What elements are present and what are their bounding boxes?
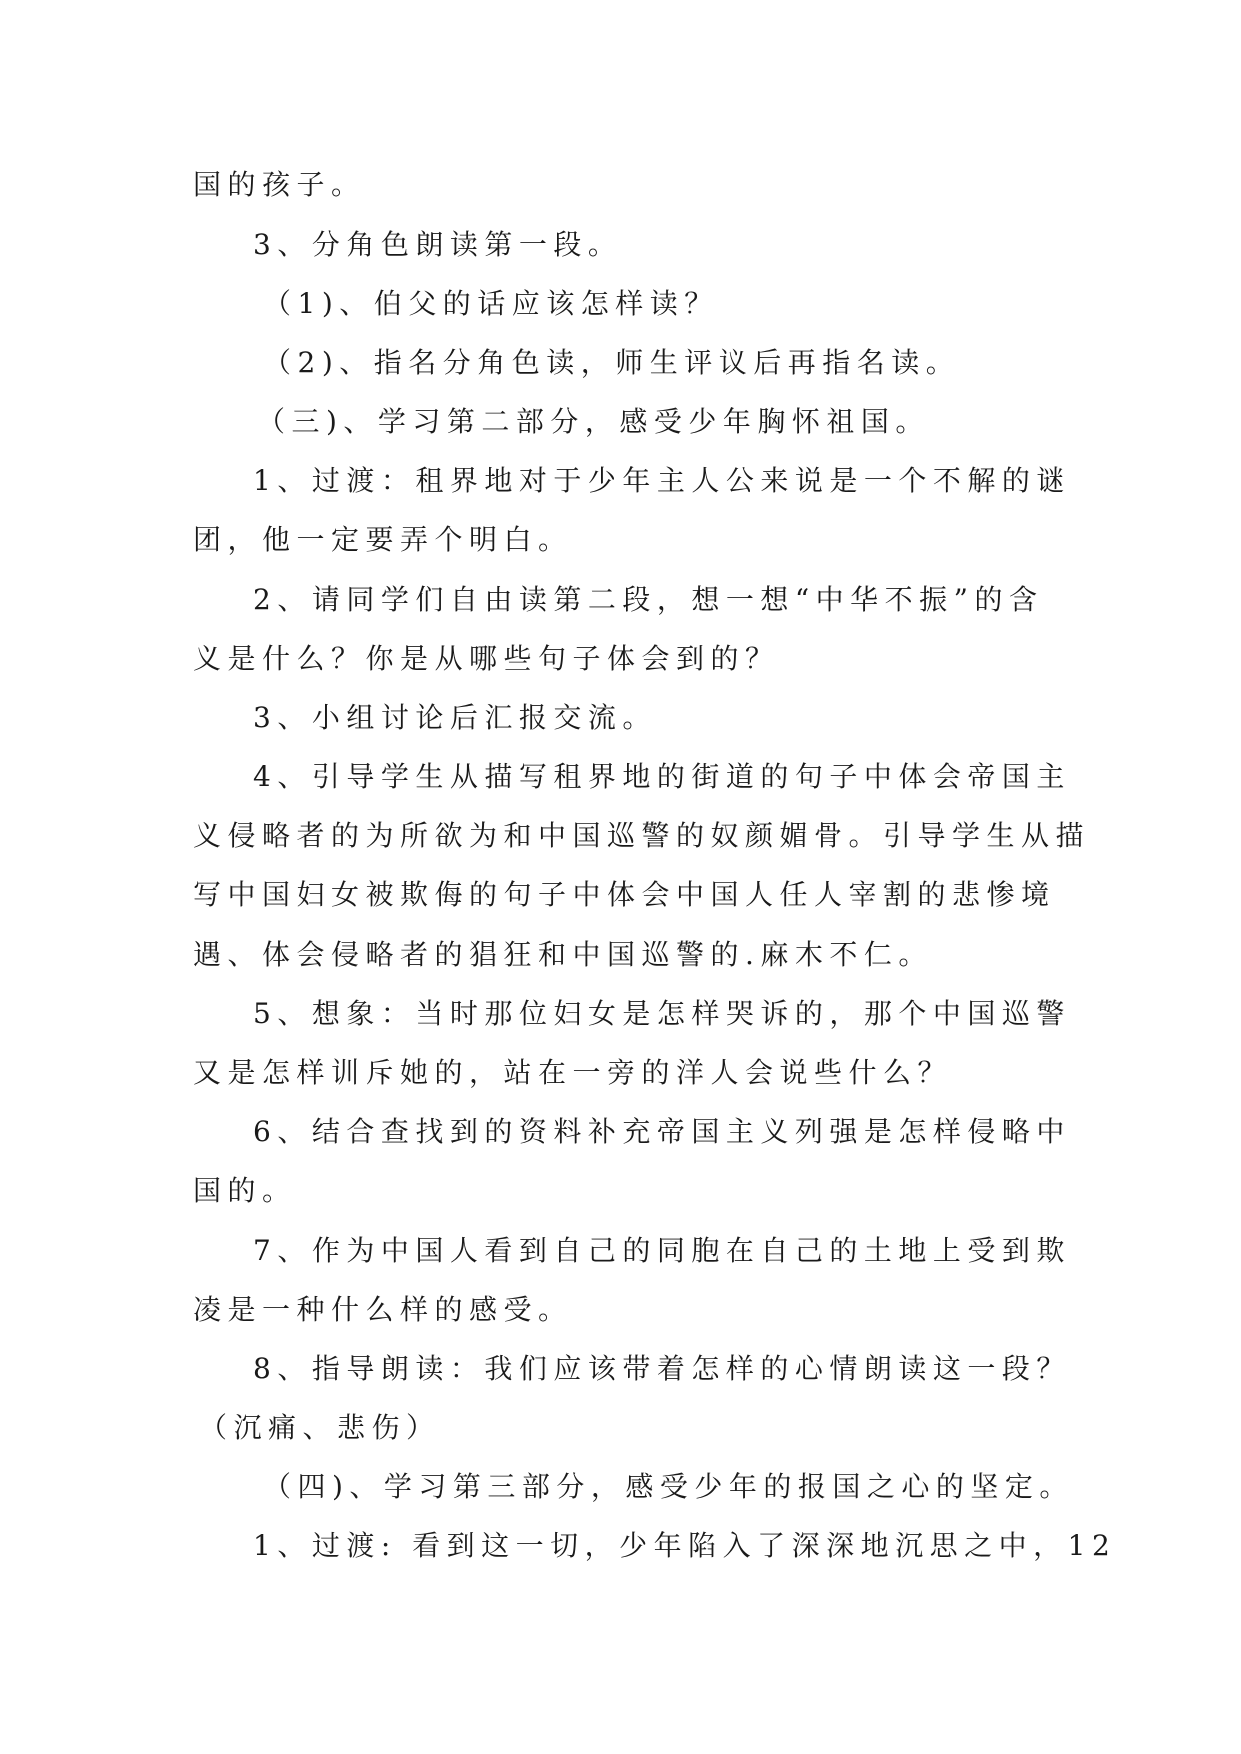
text-line: 3、分角色朗读第一段。 bbox=[253, 228, 623, 261]
text-line: 7、作为中国人看到自己的同胞在自己的土地上受到欺 bbox=[253, 1234, 1071, 1267]
text-line: 3、小组讨论后汇报交流。 bbox=[253, 701, 657, 734]
text-line: 8、指导朗读：我们应该带着怎样的心情朗读这一段？ bbox=[253, 1352, 1071, 1385]
section-heading: （四)、学习第三部分，感受少年的报国之心的坚定。 bbox=[263, 1470, 1074, 1503]
text-line: 4、引导学生从描写租界地的街道的句子中体会帝国主 bbox=[253, 760, 1071, 793]
text-line: 义是什么？你是从哪些句子体会到的？ bbox=[193, 642, 780, 675]
text-line: 1、过渡: 看到这一切，少年陷入了深深地沉思之中，12 bbox=[253, 1529, 1117, 1562]
text-line: 国的孩子。 bbox=[193, 168, 366, 201]
section-heading: （三)、学习第二部分，感受少年胸怀祖国。 bbox=[257, 405, 930, 438]
text-line: 国的。 bbox=[193, 1174, 297, 1207]
text-line: 6、结合查找到的资料补充帝国主义列强是怎样侵略中 bbox=[253, 1115, 1071, 1148]
text-line: 遇、体会侵略者的猖狂和中国巡警的.麻木不仁。 bbox=[193, 938, 933, 971]
text-line: 5、想象：当时那位妇女是怎样哭诉的，那个中国巡警 bbox=[253, 997, 1071, 1030]
text-line: 写中国妇女被欺侮的句子中体会中国人任人宰割的悲惨境 bbox=[193, 878, 1056, 911]
text-line: 1、过渡：租界地对于少年主人公来说是一个不解的谜 bbox=[253, 464, 1071, 497]
text-line: 2、请同学们自由读第二段，想一想“中华不振”的含 bbox=[253, 583, 1044, 616]
text-line: （1)、伯父的话应该怎样读？ bbox=[263, 287, 719, 320]
text-line: （2)、指名分角色读，师生评议后再指名读。 bbox=[263, 346, 961, 379]
text-line: （沉痛、悲伤） bbox=[199, 1411, 441, 1444]
text-line: 又是怎样训斥她的，站在一旁的洋人会说些什么？ bbox=[193, 1056, 953, 1089]
text-line: 团，他一定要弄个明白。 bbox=[193, 523, 573, 556]
text-line: 义侵略者的为所欲为和中国巡警的奴颜媚骨。引导学生从描 bbox=[193, 819, 1091, 852]
text-line: 凌是一种什么样的感受。 bbox=[193, 1293, 573, 1326]
